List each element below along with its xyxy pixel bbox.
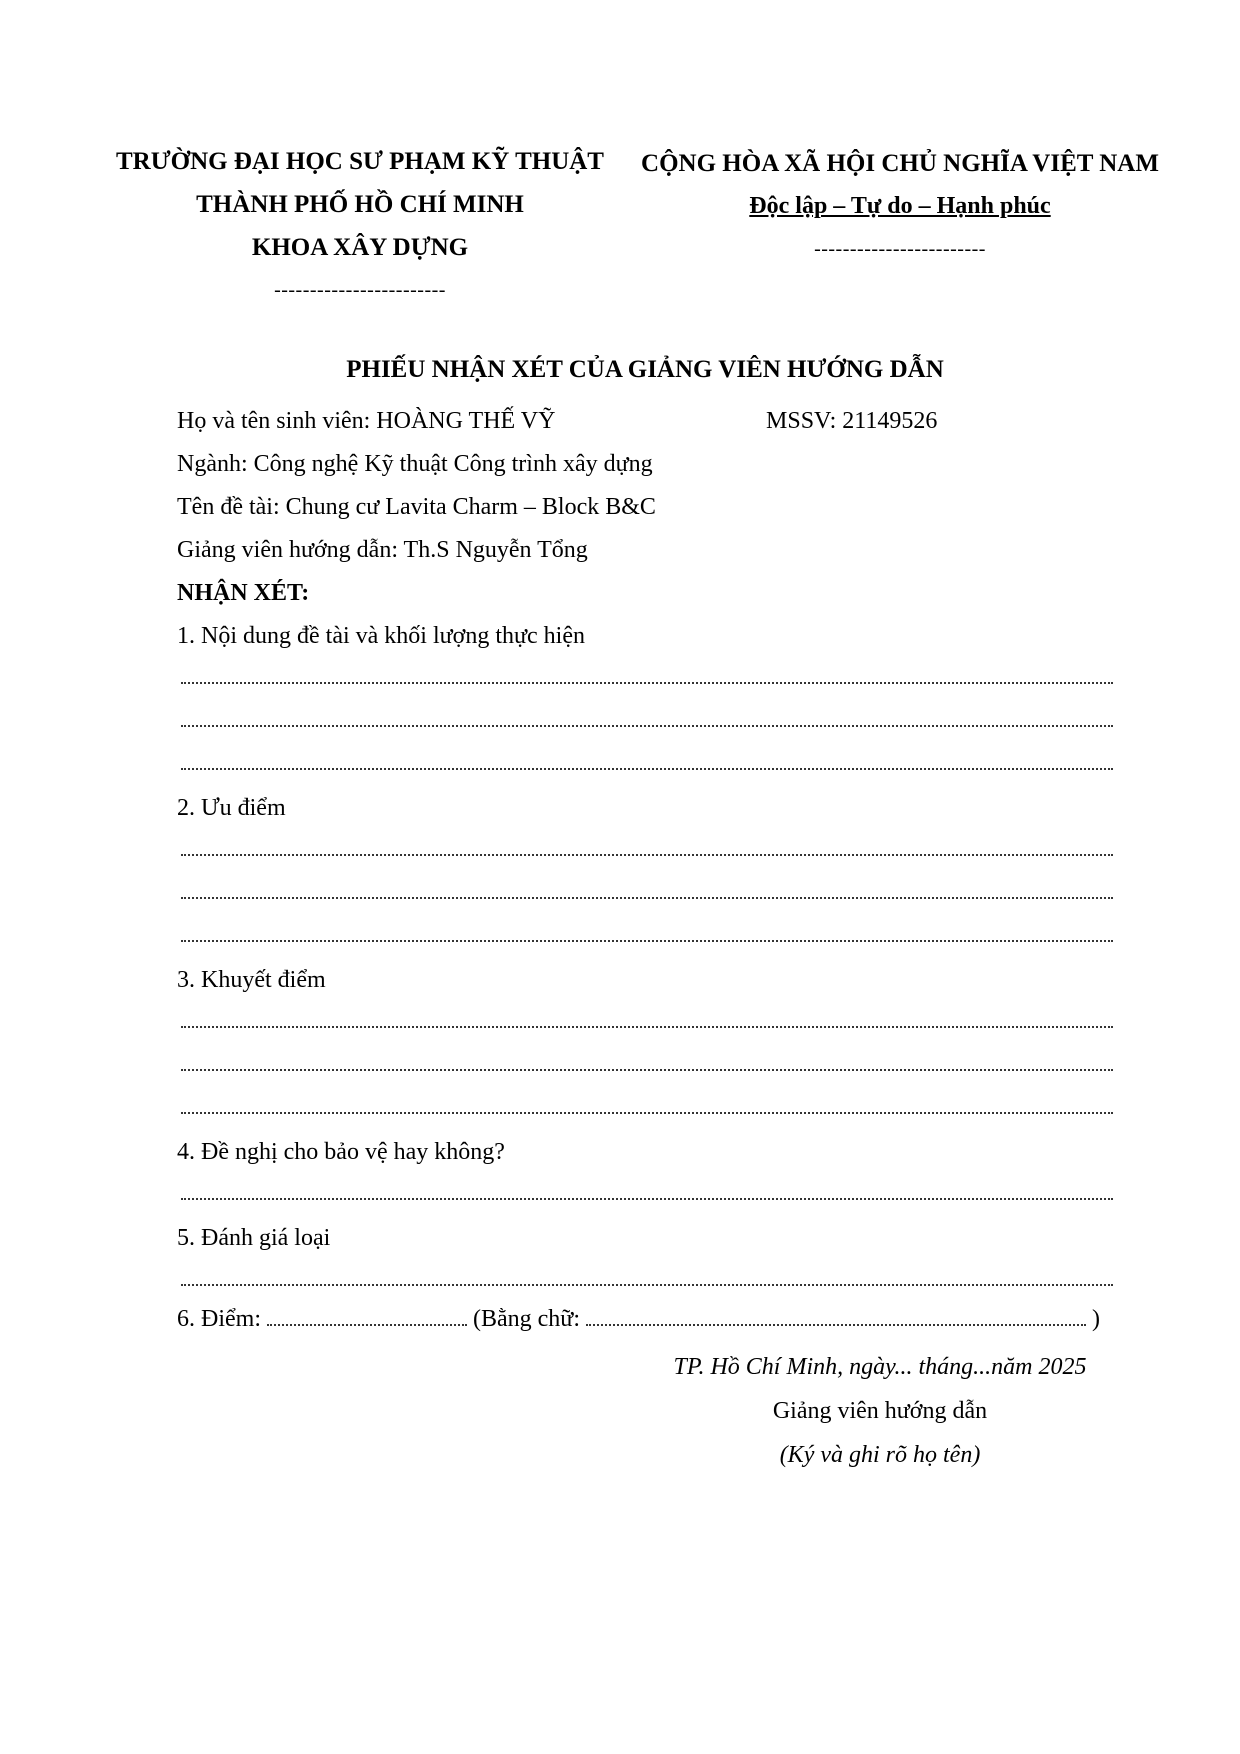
answer-line[interactable] xyxy=(181,1110,1113,1114)
university-city: THÀNH PHỐ HỒ CHÍ MINH xyxy=(196,191,524,218)
section-weaknesses-label: 3. Khuyết điểm xyxy=(177,967,326,993)
answer-line[interactable] xyxy=(181,938,1113,942)
answer-line[interactable] xyxy=(181,1196,1113,1200)
answer-line[interactable] xyxy=(181,1024,1113,1028)
score-words-label: (Bằng chữ: xyxy=(473,1306,580,1332)
student-name: Họ và tên sinh viên: HOÀNG THẾ VỸ xyxy=(177,408,556,434)
section-strengths-label: 2. Ưu điểm xyxy=(177,795,286,821)
signature-block xyxy=(650,1345,1110,1477)
advisor-field: Giảng viên hướng dẫn: Th.S Nguyễn Tổng xyxy=(177,537,588,563)
header-right-divider: ------------------------ xyxy=(814,238,986,260)
answer-line[interactable] xyxy=(181,680,1113,684)
university-name: TRƯỜNG ĐẠI HỌC SƯ PHẠM KỸ THUẬT xyxy=(116,148,604,175)
topic-field: Tên đề tài: Chung cư Lavita Charm – Block B&C xyxy=(177,494,656,520)
comments-heading: NHẬN XÉT: xyxy=(177,580,310,606)
section-content-label: 1. Nội dung đề tài và khối lượng thực hiện xyxy=(177,623,585,649)
score-row xyxy=(177,1303,1117,1335)
header-left-divider: ------------------------ xyxy=(274,279,446,301)
signature-note: (Ký và ghi rõ họ tên) xyxy=(779,1442,981,1468)
section-defense-label: 4. Đề nghị cho bảo vệ hay không? xyxy=(177,1139,505,1165)
page-title: PHIẾU NHẬN XÉT CỦA GIẢNG VIÊN HƯỚNG DẪN xyxy=(346,356,944,383)
national-motto: Độc lập – Tự do – Hạnh phúc xyxy=(749,193,1051,219)
section-grade-label: 5. Đánh giá loại xyxy=(177,1225,331,1251)
answer-line[interactable] xyxy=(181,1282,1113,1286)
student-id: MSSV: 21149526 xyxy=(766,408,938,434)
answer-line[interactable] xyxy=(181,895,1113,899)
answer-line[interactable] xyxy=(181,766,1113,770)
answer-line[interactable] xyxy=(181,852,1113,856)
score-close-paren: ) xyxy=(1091,1306,1100,1332)
score-input-line[interactable] xyxy=(267,1322,467,1326)
score-label: 6. Điểm: xyxy=(177,1306,261,1332)
score-words-input-line[interactable] xyxy=(586,1322,1086,1326)
answer-line[interactable] xyxy=(181,723,1113,727)
university-header xyxy=(110,140,610,312)
national-header xyxy=(620,142,1180,271)
signature-role: Giảng viên hướng dẫn xyxy=(772,1398,988,1424)
faculty-name: KHOA XÂY DỰNG xyxy=(251,234,469,261)
country-name: CỘNG HÒA XÃ HỘI CHỦ NGHĨA VIỆT NAM xyxy=(641,150,1159,177)
date-line: TP. Hồ Chí Minh, ngày... tháng...năm 2025 xyxy=(673,1354,1087,1380)
answer-line[interactable] xyxy=(181,1067,1113,1071)
major-field: Ngành: Công nghệ Kỹ thuật Công trình xây dựng xyxy=(177,451,653,477)
